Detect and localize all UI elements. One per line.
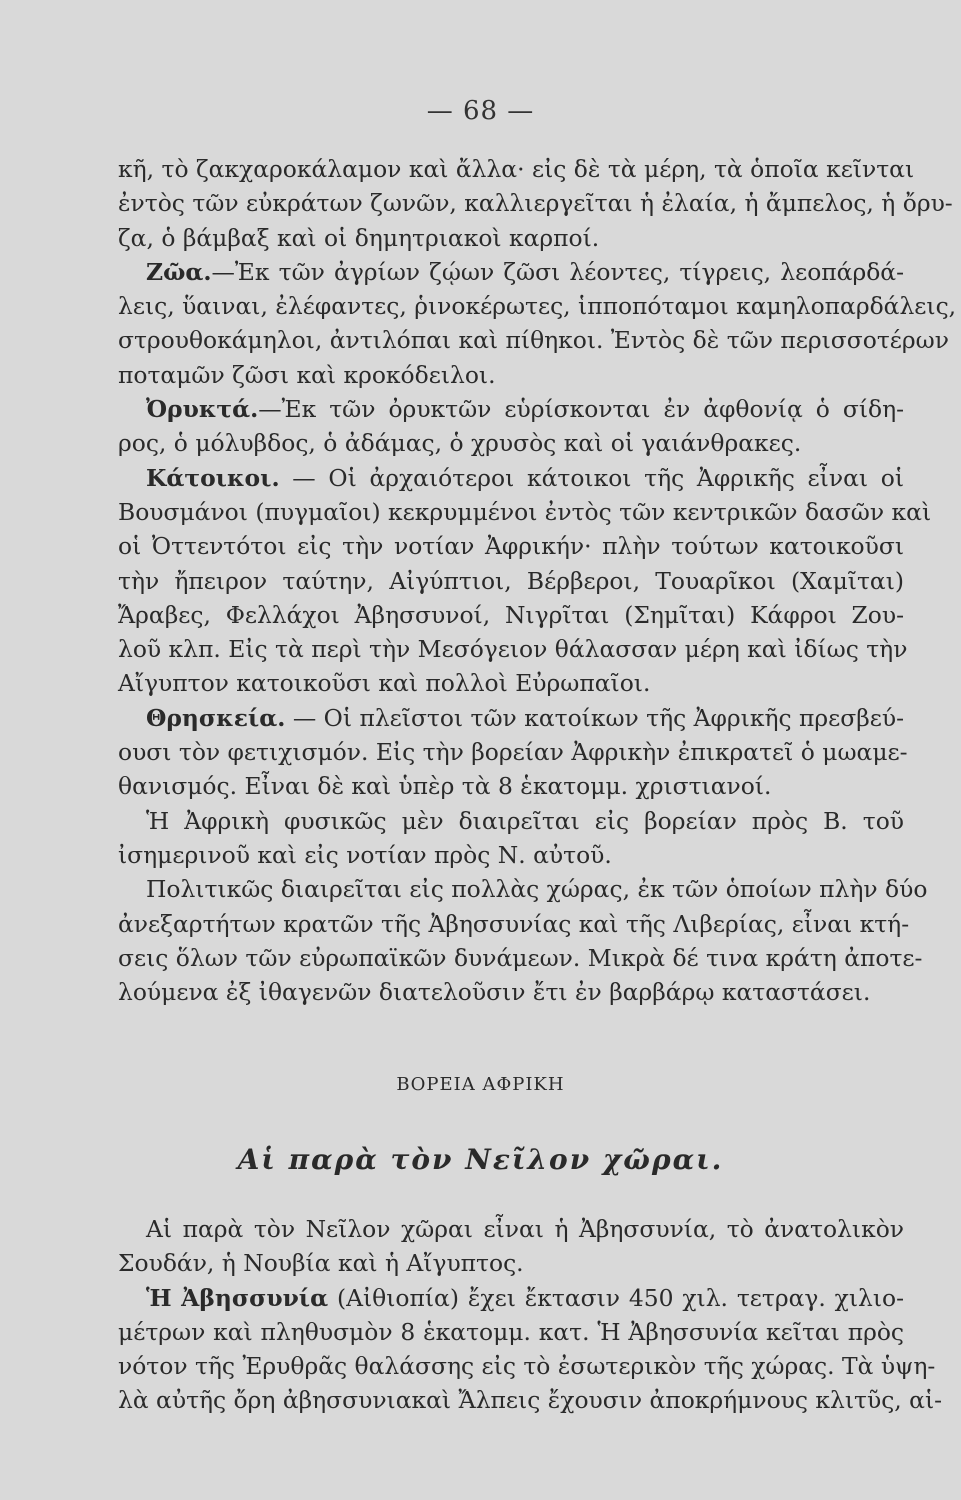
text-line: κῆ, τὸ ζακχαροκάλαμον καὶ ἄλλα· εἰς δὲ τὰ μέρη, τὰ ὁποῖα κεῖνται [118,155,915,183]
text-line: στρουθοκάμηλοι, ἀντιλόπαι καὶ πίθηκοι. Ἐντὸς δὲ τῶν περισσοτέρων [118,326,949,355]
text-span: — Οἱ πλεῖστοι τῶν κατοίκων τῆς Ἀφρικῆς πρεσβεύ- [285,703,904,732]
text-line: ζα, ὁ βάμβαξ καὶ οἱ δημητριακοὶ καρποί. [118,223,600,252]
paragraph-heading: Ἡ Ἀβησσυνία [146,1283,329,1312]
text-span: (Αἰθιοπία) ἔχει ἔκτασιν 450 χιλ. τετραγ. χιλιο- [328,1283,904,1312]
text-line: τὴν ἤπειρον ταύτην, Αἰγύπτιοι, Βέρβεροι, Τουαρῖκοι (Χαμῖται) [118,566,904,595]
text-line: ουσι τὸν φετιχισμόν. Εἰς τὴν βορείαν Ἀφρικὴν ἐπικρατεῖ ὁ μωαμε- [118,738,908,767]
text-span: — Οἱ ἀρχαιότεροι κάτοικοι τῆς Ἀφρικῆς εἶναι οἱ [279,463,904,492]
text-line: Αἴγυπτον κατοικοῦσι καὶ πολλοὶ Εὐρωπαῖοι. [118,669,651,698]
body-text-top [118,152,957,1009]
text-span: —Ἐκ τῶν ὀρυκτῶν εὑρίσκονται ἐν ἀφθονίᾳ ὁ σίδη- [258,395,904,424]
text-line: νότον τῆς Ἐρυθρᾶς θαλάσσης εἰς τὸ ἐσωτερικὸν τῆς χώρας. Τὰ ὑψη- [118,1352,936,1381]
text-line: λεις, ὕαιναι, ἐλέφαντες, ῥινοκέρωτες, ἱπποπόταμοι καμηλοπαρδάλεις, [118,292,957,321]
text-line [118,255,904,289]
text-line: Πολιτικῶς διαιρεῖται εἰς πολλὰς χώρας, ἐκ τῶν ὁποίων πλὴν δύο [146,875,928,904]
text-line: σεις ὅλων τῶν εὐρωπαϊκῶν δυνάμεων. Μικρὰ δέ τινα κράτη ἀποτε- [118,943,923,972]
text-line: ἐντὸς τῶν εὐκράτων ζωνῶν, καλλιεργεῖται ἡ ἐλαία, ἡ ἄμπελος, ἡ ὄρυ- [118,189,953,218]
sub-title: Αἱ παρὰ τὸν Νεῖλον χῶραι. [237,1143,724,1176]
text-line: θανισμός. Εἶναι δὲ καὶ ὑπὲρ τὰ 8 ἑκατομμ. χριστιανοί. [118,772,772,801]
text-line [118,392,904,426]
text-line: λοῦ κλπ. Εἰς τὰ περὶ τὴν Μεσόγειον θάλασσαν μέρη καὶ ἰδίως τὴν [118,635,908,664]
text-line: Ἄραβες, Φελλάχοι Ἀβησσυνοί, Νιγρῖται (Σημῖται) Κάφροι Ζου- [118,600,904,629]
text-line: Σουδάν, ἡ Νουβία καὶ ἡ Αἴγυπτος. [118,1249,524,1278]
text-line: ἀνεξαρτήτων κρατῶν τῆς Ἀβησσυνίας καὶ τῆς Λιβερίας, εἶναι κτή- [118,909,910,938]
text-line: μέτρων καὶ πληθυσμὸν 8 ἑκατομμ. κατ. Ἡ Ἀβησσυνία κεῖται πρὸς [118,1317,904,1346]
text-line: ρος, ὁ μόλυβδος, ὁ ἀδάμας, ὁ χρυσὸς καὶ οἱ γαιάνθρακες. [118,429,802,458]
text-line [118,701,904,735]
page-number: — 68 — [426,96,535,126]
text-line: οἱ Ὀττεντότοι εἰς τὴν νοτίαν Ἀφρικήν· πλὴν τούτων κατοικοῦσι [118,532,904,561]
text-line: Ἡ Ἀφρικὴ φυσικῶς μὲν διαιρεῖται εἰς βορείαν πρὸς Β. τοῦ [146,806,904,835]
paragraph-heading: Ὀρυκτά. [146,395,259,424]
body-text-bottom [118,1212,943,1418]
text-line [118,1281,904,1315]
section-title: ΒΟΡΕΙΑ ΑΦΡΙΚΗ [396,1074,565,1095]
text-line: Βουσμάνοι (πυγμαῖοι) κεκρυμμένοι ἐντὸς τῶν κεντρικῶν δασῶν καὶ [118,497,932,526]
text-line: λὰ αὐτῆς ὄρη ἀβησσυνιακαὶ Ἄλπεις ἔχουσιν ἀποκρήμνους κλιτῦς, αἱ- [118,1386,943,1415]
text-span: —Ἐκ τῶν ἀγρίων ζῴων ζῶσι λέοντες, τίγρεις, λεοπάρδά- [211,257,904,286]
text-line [118,461,904,495]
paragraph-heading: Κάτοικοι. [146,463,280,492]
paragraph-heading: Θρησκεία. [146,703,286,732]
text-line: ἰσημερινοῦ καὶ εἰς νοτίαν πρὸς Ν. αὐτοῦ. [118,840,612,869]
paragraph-heading: Ζῶα. [146,257,212,286]
text-line: Αἱ παρὰ τὸν Νεῖλον χῶραι εἶναι ἡ Ἀβησσυνία, τὸ ἀνατολικὸν [146,1215,904,1243]
text-line: λούμενα ἐξ ἰθαγενῶν διατελοῦσιν ἔτι ἐν βαρβάρῳ καταστάσει. [118,978,871,1007]
text-line: ποταμῶν ζῶσι καὶ κροκόδειλοι. [118,360,496,389]
